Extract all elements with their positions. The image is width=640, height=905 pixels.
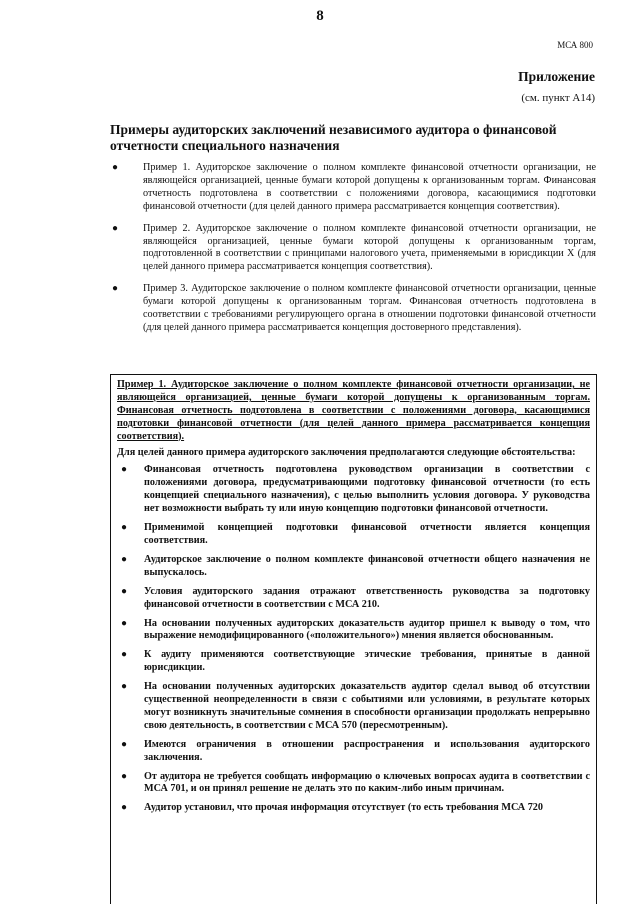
condition-text: Аудиторское заключение о полном комплекте финансовой отчетности общего назначения не выпускалось. — [144, 553, 590, 578]
list-item — [117, 681, 590, 733]
bullet-icon: ● — [121, 681, 128, 693]
condition-text: Аудитор установил, что прочая информация отсутствует (то есть требования МСА 720 — [144, 802, 543, 814]
bullet-icon: ● — [121, 738, 128, 750]
list-item — [117, 802, 590, 815]
condition-text: Финансовая отчетность подготовлена руководством организации в соответствии с положениями договора, предусматривающими подготовку финансовой отчетности (то есть концепцией специального назначения), с целью выполнить условия договора. У руководства нет возможности выбрать ту или иную концепцию подготовки финансовой отчетности. — [144, 464, 590, 515]
list-item — [117, 464, 590, 516]
bullet-icon: ● — [121, 770, 128, 782]
list-item — [108, 223, 596, 275]
list-item — [117, 554, 590, 580]
list-item — [108, 283, 596, 335]
condition-text: К аудиту применяются соответствующие этические требования, принятые в данной юрисдикции. — [144, 649, 590, 674]
examples-list — [108, 162, 596, 344]
list-item-text: Пример 1. Аудиторское заключение о полном комплекте финансовой отчетности организации, не являющейся организацией, ценные бумаги которой допущены к организованным торгам. Финансовая отчетность подготовлена в соответствии с положениями договора, касающимися подготовки финансовой отчетности (для целей данного примера рассматривается концепция соответствия). — [143, 162, 596, 212]
bullet-icon: ● — [121, 802, 128, 814]
conditions-list — [117, 464, 590, 815]
section-heading: Примеры аудиторских заключений независимого аудитора о финансовой отчетности специального назначения — [110, 122, 557, 153]
list-item-text: Пример 2. Аудиторское заключение о полном комплекте финансовой отчетности организации, не являющейся организацией, ценные бумаги которой допущены к организованным торгам, подготовленной в соответствии с принципами налогового учета, применяемыми в юрисдикции X (для целей данного примера рассматривается концепция соответствия). — [143, 222, 596, 273]
example-box — [110, 374, 597, 904]
list-item — [108, 162, 596, 214]
condition-text: Применимой концепцией подготовки финансовой отчетности является концепция соответствия. — [144, 522, 590, 546]
list-item — [117, 618, 590, 644]
page-number: 8 — [316, 8, 324, 24]
condition-text: На основании полученных аудиторских доказательств аудитор сделал вывод об отсутствии существенной неопределенности в связи с событиями или условиями, в результате которых могут возникнуть значительные сомнения в способности организации продолжать непрерывно свою деятельность, в соответствии с МСА 570 (пересмотренным). — [144, 681, 590, 731]
bullet-icon: ● — [112, 222, 119, 234]
condition-text: От аудитора не требуется сообщать информацию о ключевых вопросах аудита в соответствии с МСА 701, и он принял решение не делать это по каким-либо иным причинам. — [144, 770, 590, 795]
list-item — [117, 586, 590, 612]
appendix-title: Приложение — [518, 69, 595, 84]
bullet-icon: ● — [112, 162, 119, 173]
bullet-icon: ● — [121, 649, 128, 661]
list-item — [117, 739, 590, 765]
condition-text: Условия аудиторского задания отражают ответственность руководства за подготовку финансовой отчетности в соответствии с МСА 210. — [144, 585, 590, 610]
list-item — [117, 649, 590, 675]
bullet-icon: ● — [121, 464, 128, 476]
appendix-reference: (см. пункт А14) — [521, 92, 595, 104]
list-item — [117, 771, 590, 797]
list-item — [117, 522, 590, 548]
standard-code: МСА 800 — [557, 40, 593, 50]
bullet-icon: ● — [121, 522, 128, 534]
bullet-icon: ● — [121, 617, 128, 629]
example-title: Пример 1. Аудиторское заключение о полном комплекте финансовой отчетности организации, не являющейся организацией, ценные бумаги которой допущены к организованным торгам. Финансовая отчетность подготовлена в соответствии с положениями договора, касающимися подготовки финансовой отчетности (для целей данного примера рассматривается концепция соответствия). — [117, 379, 590, 442]
bullet-icon: ● — [121, 553, 128, 565]
bullet-icon: ● — [112, 283, 119, 295]
list-item-text: Пример 3. Аудиторское заключение о полном комплекте финансовой отчетности организации, ценные бумаги которой допущены к организованным торгам. Финансовая отчетность подготовлена в соответствии с требованиями регулирующего органа в отношении подготовки финансовой отчетности (для целей данного примера рассматривается концепция достоверного представления). — [143, 283, 596, 333]
condition-text: На основании полученных аудиторских доказательств аудитор пришел к выводу о том, что выражение немодифицированного («положительного») мнения является обоснованным. — [144, 617, 590, 642]
example-intro: Для целей данного примера аудиторского заключения предполагаются следующие обстоятельства: — [117, 446, 576, 458]
bullet-icon: ● — [121, 585, 128, 597]
condition-text: Имеются ограничения в отношении распространения и использования аудиторского заключения. — [144, 738, 590, 763]
